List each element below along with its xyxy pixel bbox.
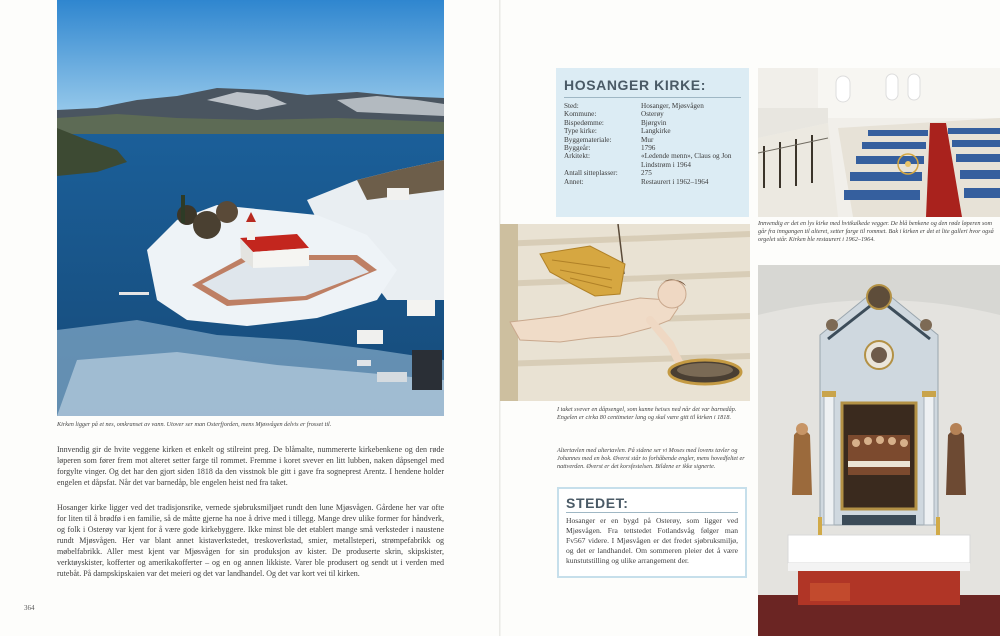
facts-row	[564, 136, 742, 144]
facts-row	[564, 110, 742, 118]
facts-divider	[564, 97, 741, 98]
facts-row	[564, 144, 742, 152]
facts-label: Type kirke:	[564, 127, 597, 136]
facts-label: Arkitekt:	[564, 152, 590, 161]
facts-label: Byggeår:	[564, 144, 591, 153]
facts-label: Sted:	[564, 102, 579, 110]
facts-title: HOSANGER KIRKE:	[564, 77, 707, 93]
aerial-photo-caption: Kirken ligger på et nes, omkranset av vann. Utover ser man Osterfjorden, mens Mjøsvågen delvis er frosset til.	[57, 421, 332, 428]
facts-value: Hosanger, Mjøsvågen	[641, 102, 704, 110]
altar-photo-caption: Altertavlen med altertavlen. På sidene ser vi Moses med lovens tavler og Johannes med en bok. Øverst står to forhåbende engler, mens hovedfeltet er nattverden. Øverst er det korsfestelsen. Bildene er ikke signerte.	[557, 447, 745, 470]
facts-label: Annet:	[564, 177, 584, 186]
church-facts-box	[556, 68, 749, 217]
facts-value: «Ledende menn», Claus og Jon Lindstrøm i 1964	[641, 152, 732, 169]
facts-value: 275	[641, 169, 652, 178]
facts-row	[564, 102, 742, 110]
facts-label: Kommune:	[564, 110, 597, 119]
baptismal-angel-photo	[500, 224, 750, 401]
facts-label: Bispedømme:	[564, 118, 604, 127]
body-paragraph-2: Hosanger kirke ligger ved det tradisjonsrike, vernede sjøbruksmiljøet rundt den lune Mjøsvågen. Gårdene her var ofte for liten til å brødfø i en familie, så de måtte gjerne ha noe å drive med i tillegg. Mange drev ulike former for håndverk, og folk i Osterøy var kjent for å være gode kirkebyggere. Ikke minst ble det etablert mange små verksteder i naustene rundt Mjøsvågen. Her var blant annet kistaverkstedet, treskoverkstad, smier, metallsteperi, strømpefabrikk og møbelfabrikk. Aller mest kjent var Mjøsvågen for sin produksjon av kister. De produserte skrin, skipskister, verktøyskister, kofferter og amerikakofferter – og en og annen likkiste. Varer ble produsert og sendt ut i verden med rutebåt. På dampskipskaien var det meieri og det var landhandel. Og det var kort vei til kirken.	[57, 503, 444, 578]
stedet-text: Hosanger er en bygd på Osterøy, som ligger ved Mjøsvågen. Fra tettstedet Fotlandsvåg følger man Fv567 videre. I Mjøsvågen er det fredet sjøbruksmiljø, og det er landhandel. Om sommeren pleier det å være kunstutstilling og ulike arrangement der.	[566, 516, 738, 565]
facts-row	[564, 127, 742, 135]
facts-table	[564, 102, 742, 186]
facts-value: Mur	[641, 135, 654, 144]
interior-photo-caption: Innvendig er det en lys kirke med hvitkalkede vegger. De blå benkene og den røde løperen som går fra inngangen til alteret, setter farge til rommet. Bak i kirken er det et lite galleri hvor også orgelet står. Kirken ble restaurert i 1962–1964.	[758, 220, 994, 243]
altarpiece-photo	[758, 265, 1000, 636]
stedet-title: STEDET:	[566, 495, 629, 511]
aerial-church-photo	[57, 0, 444, 416]
facts-row	[564, 169, 742, 177]
facts-value: 1796	[641, 144, 656, 153]
facts-row	[564, 178, 742, 186]
angel-photo-caption: I taket svever en dåpsengel, som kunne heises ned når det var barnedåp. Engelen er cirka 80 centimeter lang og skal være gitt til kirken i 1818.	[557, 406, 737, 421]
stedet-divider	[566, 512, 738, 513]
stedet-box	[557, 487, 747, 578]
facts-value: Langkirke	[641, 127, 671, 136]
facts-label: Byggemateriale:	[564, 135, 612, 144]
church-interior-photo	[758, 68, 1000, 217]
facts-row	[564, 119, 742, 127]
facts-value: Osterøy	[641, 110, 664, 119]
facts-value: Restaurert i 1962–1964	[641, 177, 709, 186]
facts-value: Bjørgvin	[641, 118, 667, 127]
left-page	[0, 0, 499, 636]
facts-label: Antall sitteplasser:	[564, 169, 618, 178]
body-paragraph-1: Innvendig gir de hvite veggene kirken et enkelt og stilreint preg. De blåmalte, nummererte kirkebenkene og den røde løperen som fører frem mot alteret setter farge til rommet. Fremme i koret svever en litt lubben, naken dåpsengel med forgylte vinger. Og det har den gjort siden 1818 da den visstnok ble gitt i gave fra sogneprest Arentz. I hendene holder engelen et dåpsfat. Når det var barnedåp, ble engelen heist ned fra taket.	[57, 445, 444, 487]
page-number: 364	[24, 604, 35, 612]
facts-row	[564, 152, 742, 169]
